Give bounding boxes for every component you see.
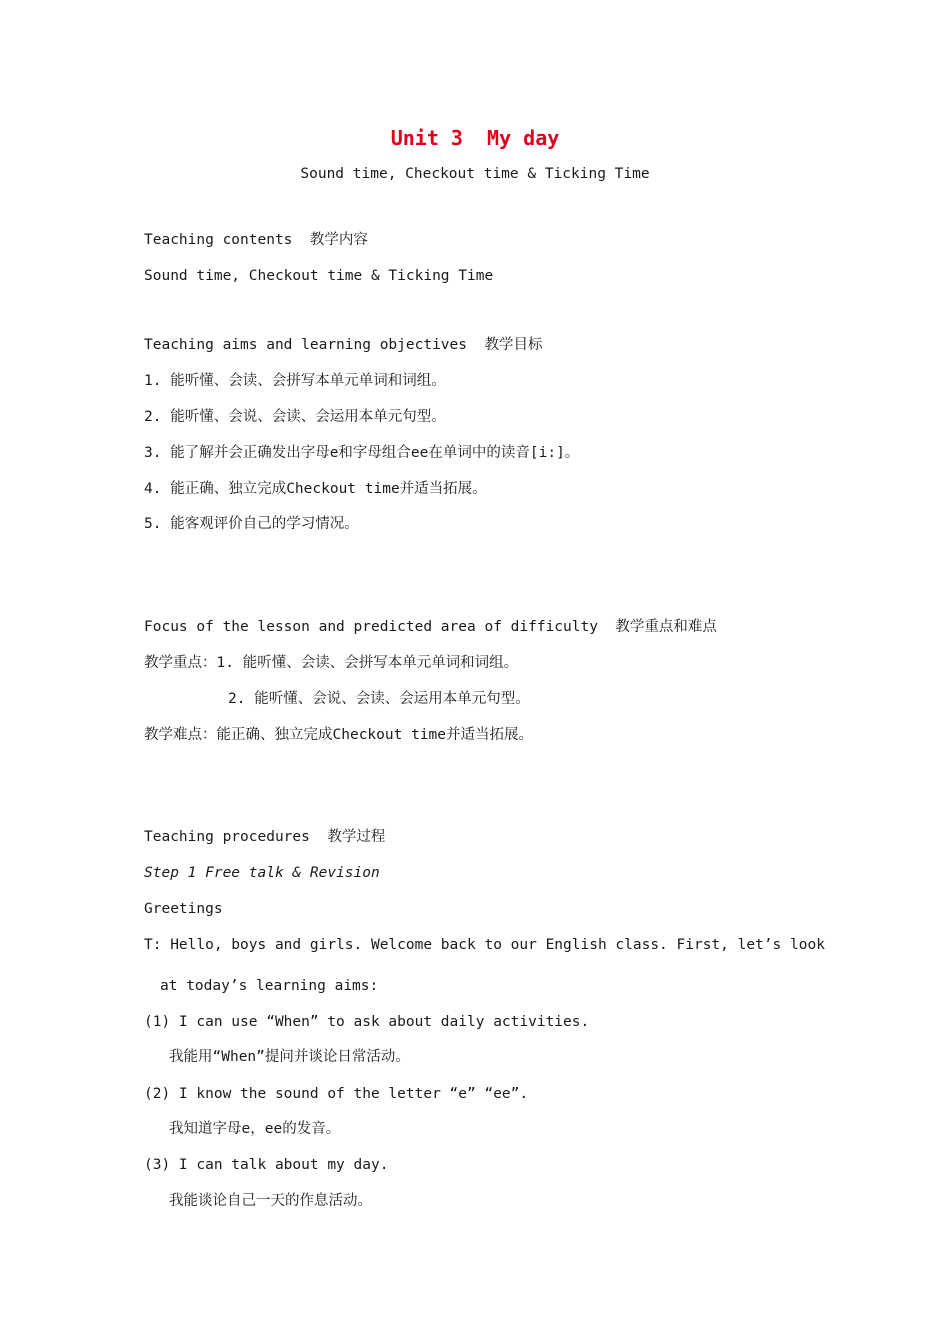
learning-aim-cn: 我知道字母e，ee的发音。 <box>169 1121 341 1137</box>
procedures-heading: Teaching procedures 教学过程 <box>144 829 386 845</box>
focus-key-line: 教学重点：1. 能听懂、会读、会拼写本单元单词和词组。 <box>144 655 519 671</box>
focus-key-line: 2. 能听懂、会说、会读、会运用本单元句型。 <box>228 691 530 707</box>
teacher-line: T: Hello, boys and girls. Welcome back to our English class. First, let’s look <box>144 937 825 953</box>
learning-aim-en: (2) I know the sound of the letter “e” “ee”. <box>144 1086 529 1102</box>
greetings-label: Greetings <box>144 901 223 917</box>
aim-item: 2. 能听懂、会说、会读、会运用本单元句型。 <box>144 409 446 425</box>
focus-heading: Focus of the lesson and predicted area of difficulty 教学重点和难点 <box>144 619 717 635</box>
learning-aim-en: (1) I can use “When” to ask about daily activities. <box>144 1014 590 1030</box>
learning-aim-cn: 我能用“When”提问并谈论日常活动。 <box>169 1049 410 1065</box>
aim-item: 3. 能了解并会正确发出字母e和字母组合ee在单词中的读音[i:]。 <box>144 445 580 461</box>
page-title: Unit 3 My day <box>390 126 560 150</box>
aim-item: 1. 能听懂、会读、会拼写本单元单词和词组。 <box>144 373 446 389</box>
focus-difficulty: 教学难点：能正确、独立完成Checkout time并适当拓展。 <box>144 727 533 743</box>
aim-item: 5. 能客观评价自己的学习情况。 <box>144 516 359 532</box>
page-subtitle: Sound time, Checkout time & Ticking Time <box>300 166 650 182</box>
aim-item: 4. 能正确、独立完成Checkout time并适当拓展。 <box>144 481 487 497</box>
learning-aim-en: (3) I can talk about my day. <box>144 1157 389 1173</box>
contents-heading: Teaching contents 教学内容 <box>144 232 368 248</box>
aims-heading: Teaching aims and learning objectives 教学目标 <box>144 337 543 353</box>
step-heading: Step 1 Free talk & Revision <box>144 865 380 881</box>
learning-aim-cn: 我能谈论自己一天的作息活动。 <box>169 1193 372 1209</box>
teacher-line: at today’s learning aims: <box>160 978 379 994</box>
contents-text: Sound time, Checkout time & Ticking Time <box>144 268 494 284</box>
